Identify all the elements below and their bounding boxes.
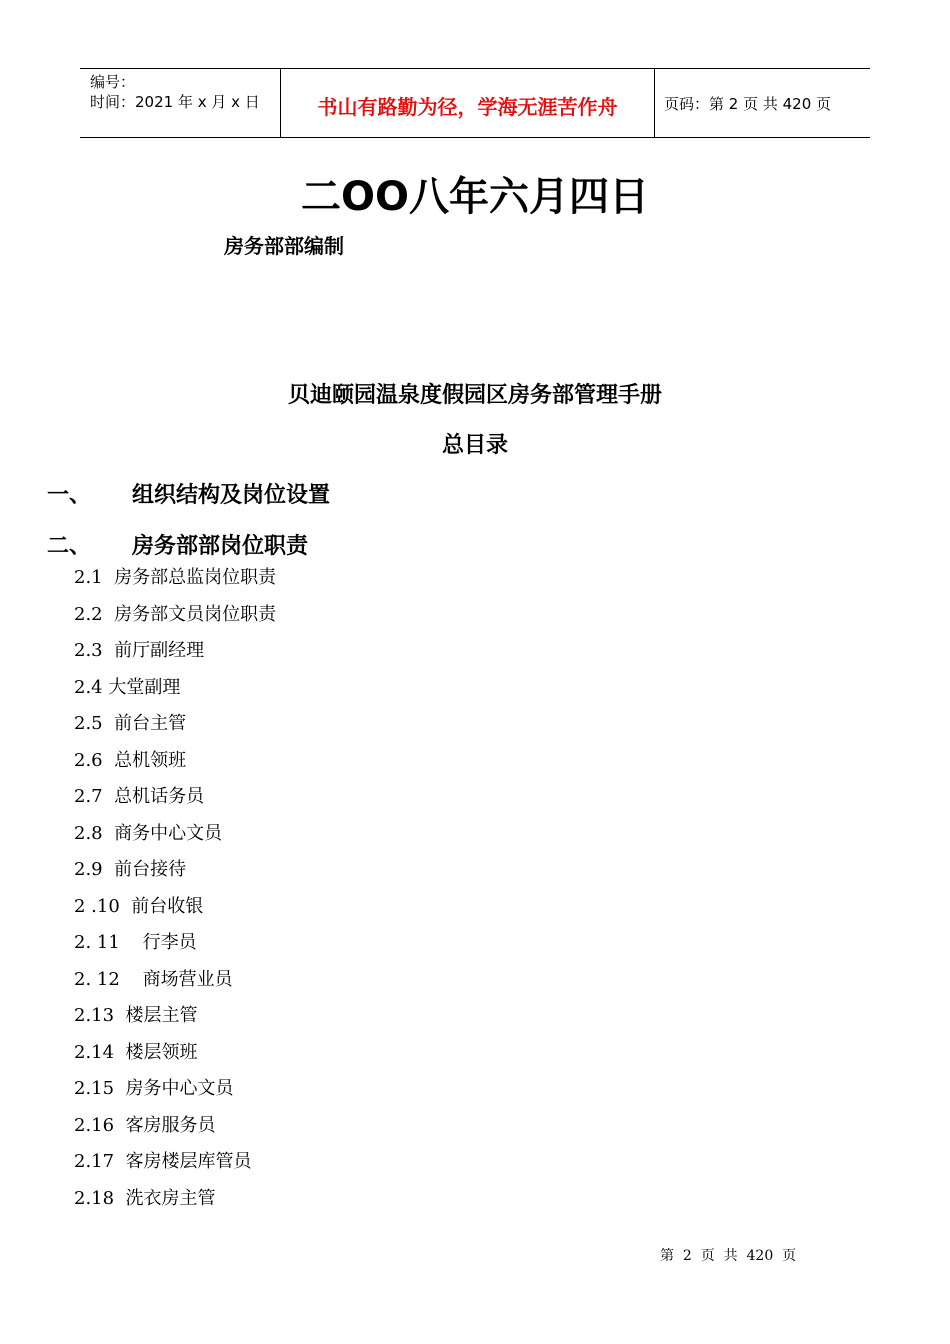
section-number: 一、: [47, 482, 92, 508]
toc-item: 2. 12 商场营业员: [74, 968, 233, 990]
section-title: 组织结构及岗位设置: [132, 482, 331, 508]
toc-item: 2.6 总机领班: [74, 749, 187, 771]
serial-label: 编号：: [90, 73, 136, 91]
toc-section: [47, 529, 308, 560]
toc-item: 2.15 房务中心文员: [74, 1078, 234, 1099]
toc-item: 2.18 洗衣房主管: [74, 1187, 216, 1209]
toc-item: 2.16 客房服务员: [74, 1114, 216, 1136]
section-number: 二、: [47, 533, 92, 559]
motto: 书山有路勤为径，学海无涯苦作舟: [317, 95, 618, 119]
page-header: [80, 68, 870, 138]
header-motto-cell: [281, 69, 655, 137]
header-info-cell: [80, 69, 281, 137]
header-page-info: 页码：第 2 页 共 420 页: [664, 95, 832, 113]
toc-item: 2.3 前厅副经理: [74, 640, 205, 661]
toc-item: 2.4 大堂副理: [74, 676, 181, 698]
toc-section: [47, 478, 330, 509]
toc-title: 总目录: [441, 432, 508, 458]
header-page-cell: [655, 69, 870, 137]
compiled-by: 房务部部编制: [224, 234, 344, 258]
toc-item: 2.14 楼层领班: [74, 1041, 198, 1063]
toc-item: 2.5 前台主管: [74, 713, 187, 734]
toc-item: 2.2 房务部文员岗位职责: [74, 603, 277, 625]
toc-item: 2.13 楼层主管: [74, 1005, 198, 1026]
section-title: 房务部部岗位职责: [132, 533, 309, 559]
toc-item-list: [74, 566, 276, 1223]
toc-item: 2.8 商务中心文员: [74, 822, 223, 844]
toc-item: 2.17 客房楼层库管员: [74, 1151, 252, 1172]
toc-item: 2. 11 行李员: [74, 932, 197, 953]
time-label: 时间：2021 年 x 月 x 日: [90, 93, 260, 111]
manual-title: 贝迪颐园温泉度假园区房务部管理手册: [287, 382, 662, 408]
toc-item: 2.1 房务部总监岗位职责: [74, 567, 277, 588]
toc-item: 2 .10 前台收银: [74, 895, 204, 917]
toc-item: 2.9 前台接待: [74, 859, 187, 880]
date-title: 二OO八年六月四日: [300, 174, 649, 220]
page-footer: 第 2 页 共 420 页: [660, 1248, 797, 1264]
toc-item: 2.7 总机话务员: [74, 786, 205, 807]
